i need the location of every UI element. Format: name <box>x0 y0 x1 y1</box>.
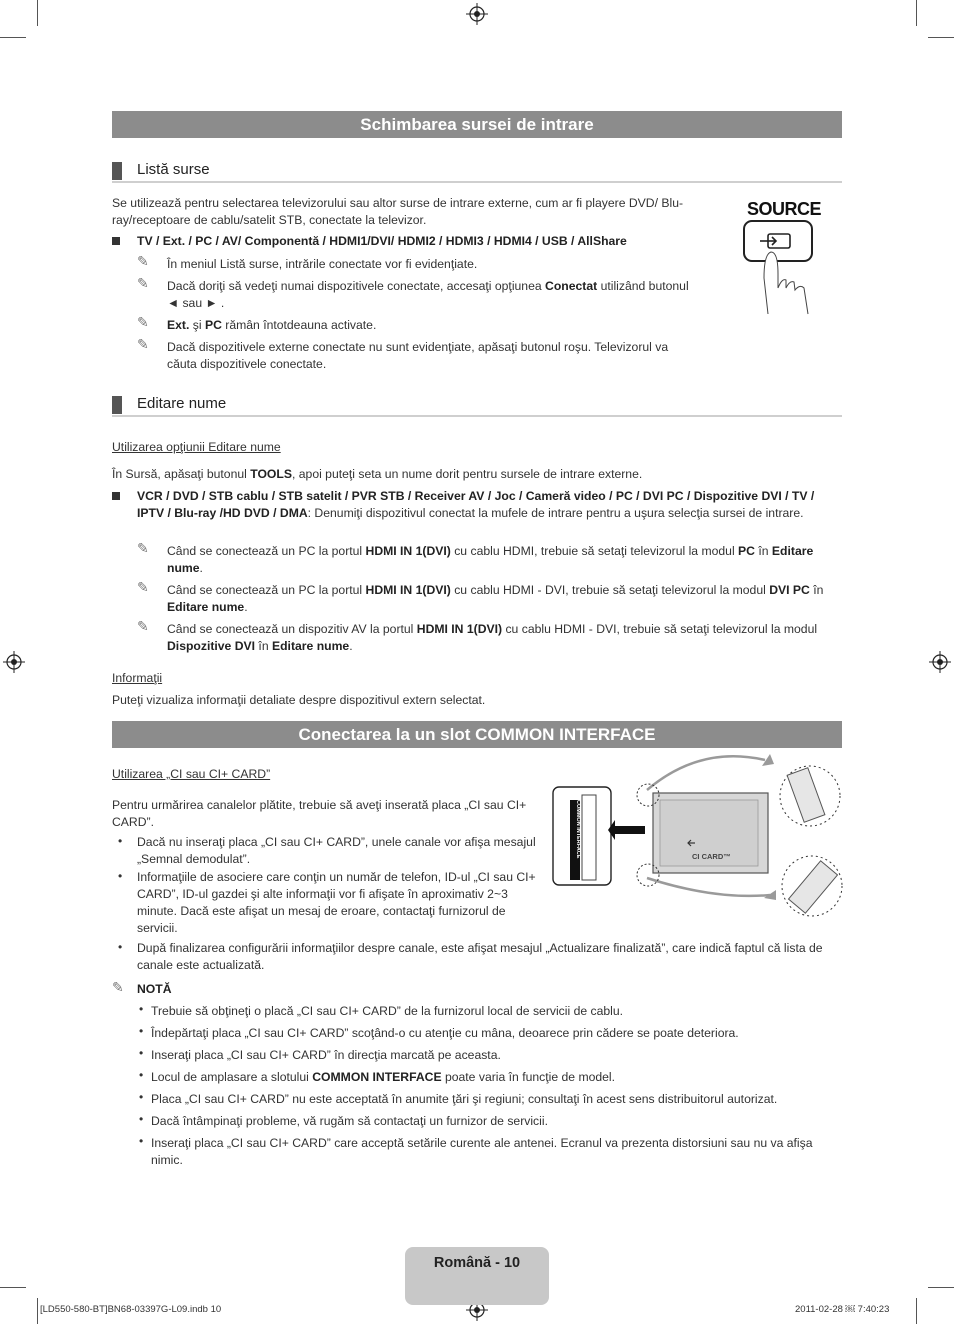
registration-mark-icon <box>466 3 488 25</box>
crop-mark <box>916 1298 917 1324</box>
bullet-dot: • <box>139 1046 144 1060</box>
heading-marker <box>112 396 122 414</box>
ci-bullet: Dacă nu inseraţi placa „CI sau CI+ CARD”, unele canale vor afişa mesajul „Semnal demodulat”. <box>137 835 536 866</box>
list-bullet <box>112 492 120 500</box>
note-icon: ✎ <box>112 979 124 995</box>
bullet-dot: • <box>118 869 123 883</box>
page-number-tab: Română - 10 <box>405 1247 549 1305</box>
source-list-items: TV / Ext. / PC / AV/ Componentă / HDMI1/DVI/ HDMI2 / HDMI3 / HDMI4 / USB / AllShare <box>137 234 627 248</box>
note-icon: ✎ <box>137 618 149 634</box>
card-label: CI CARD™ <box>692 852 731 861</box>
ci-note: Inseraţi placa „CI sau CI+ CARD” care acceptă setările curente ale antenei. Ecranul va prezenta distorsiuni sau nu va afişa nimic. <box>151 1136 813 1167</box>
subheading-source-list <box>112 160 842 183</box>
subheading-edit-name <box>112 394 842 417</box>
bullet-dot: • <box>139 1090 144 1104</box>
note-text: În meniul Listă surse, intrările conectate vor fi evidenţiate. <box>167 257 478 271</box>
section-title-source: Schimbarea sursei de intrare <box>112 111 842 138</box>
ci-note: Inseraţi placa „CI sau CI+ CARD” în direcţia marcată pe aceasta. <box>151 1048 501 1062</box>
bullet-dot: • <box>118 834 123 848</box>
crop-mark <box>37 0 38 26</box>
crop-mark <box>0 37 26 38</box>
ci-note: Locul de amplasare a slotului COMMON INTERFACE poate varia în funcţie de model. <box>151 1070 616 1084</box>
info-text: Puteţi vizualiza informaţii detaliate despre dispozitivul extern selectat. <box>112 693 486 707</box>
note-icon: ✎ <box>137 540 149 556</box>
bullet-dot: • <box>139 1068 144 1082</box>
edit-name-intro: În Sursă, apăsaţi butonul TOOLS, apoi puteţi seta un nume dorit pentru sursele de intrare externe. <box>112 467 643 481</box>
note-text: Dacă doriţi să vedeţi numai dispozitivele conectate, accesaţi opţiunea Conectat utilizând butonul ◄ sau ► . <box>167 279 689 310</box>
ci-note: Trebuie să obţineţi o placă „CI sau CI+ CARD” de la furnizorul local de servicii de cablu. <box>151 1004 624 1018</box>
print-date-info: 2011-02-28 ￼ 7:40:23 <box>795 1304 890 1315</box>
ci-note: Dacă întâmpinaţi probleme, vă rugăm să contactaţi un furnizor de servicii. <box>151 1114 548 1128</box>
slot-label: COMMON INTERFACE <box>575 800 581 859</box>
note-icon: ✎ <box>137 275 149 291</box>
heading-marker <box>112 162 122 180</box>
edit-name-link: Utilizarea opţiunii Editare nume <box>112 440 281 454</box>
note-icon: ✎ <box>137 579 149 595</box>
note-icon: ✎ <box>137 253 149 269</box>
note-heading: NOTĂ <box>137 982 172 996</box>
crop-mark <box>928 37 954 38</box>
ci-note: Placa „CI sau CI+ CARD” nu este acceptată în anumite ţări şi regiuni; consultaţi în acest sens distribuitorul autorizat. <box>151 1092 778 1106</box>
bullet-dot: • <box>139 1112 144 1126</box>
crop-mark <box>0 1287 26 1288</box>
crop-mark <box>37 1298 38 1324</box>
subheading-label: Listă surse <box>137 161 210 178</box>
ci-note: Îndepărtaţi placa „CI sau CI+ CARD” scoţând-o cu atenţie cu mâna, deoarece prin cădere se poate deteriora. <box>151 1026 739 1040</box>
bullet-dot: • <box>118 940 123 954</box>
source-label: SOURCE <box>747 199 822 219</box>
bullet-dot: • <box>139 1024 144 1038</box>
crop-mark <box>928 1287 954 1288</box>
subheading-label: Editare nume <box>137 395 227 412</box>
note-text: Ext. şi PC rămân întotdeauna activate. <box>167 318 377 332</box>
crop-mark <box>916 0 917 26</box>
print-file-info: [LD550-580-BT]BN68-03397G-L09.indb 10 <box>40 1304 222 1315</box>
note-icon: ✎ <box>137 314 149 330</box>
registration-mark-icon <box>3 651 25 673</box>
note-icon: ✎ <box>137 336 149 352</box>
device-names-list: VCR / DVD / STB cablu / STB satelit / PVR STB / Receiver AV / Joc / Cameră video / PC / DVI PC / Dispozitive DVI / TV / IPTV / Blu-ray /HD DVD / DMA: Denumiţi dispozitivul conectat la mufele de intrare pentru a uşura selecţia sursei de intrare. <box>137 489 815 520</box>
bullet-dot: • <box>139 1134 144 1148</box>
note-text: Când se conectează un PC la portul HDMI IN 1(DVI) cu cablu HDMI - DVI, trebuie să setaţi televizorul la modul DVI PC în Editare nume. <box>167 583 824 614</box>
info-link: Informaţii <box>112 671 163 685</box>
registration-mark-icon <box>929 651 951 673</box>
source-button-hand-icon <box>738 218 822 318</box>
bullet-dot: • <box>139 1002 144 1016</box>
ci-intro: Pentru urmărirea canalelor plătite, trebuie să aveţi inserată placa „CI sau CI+ CARD”. <box>112 798 527 829</box>
note-text: Când se conectează un dispozitiv AV la portul HDMI IN 1(DVI) cu cablu HDMI - DVI, trebuie să setaţi televizorul la modul Dispozitive DVI în Editare nume. <box>167 622 818 653</box>
ci-card-link: Utilizarea „CI sau CI+ CARD” <box>112 767 271 781</box>
note-text: Când se conectează un PC la portul HDMI IN 1(DVI) cu cablu HDMI, trebuie să setaţi televizorul la modul PC în Editare nume. <box>167 544 814 575</box>
note-text: Dacă dispozitivele externe conectate nu sunt evidenţiate, apăsaţi butonul roşu. Televizorul va căuta dispozitivele conectate. <box>167 340 669 371</box>
list-bullet <box>112 237 120 245</box>
ci-card-insertion-diagram-icon <box>550 750 845 925</box>
ci-bullet: După finalizarea configurării informaţiilor despre canale, este afişat mesajul „Actualizare finalizată”, care indică faptul că lista de canale este actualizată. <box>137 941 823 972</box>
source-list-intro: Se utilizează pentru selectarea televizorului sau altor surse de intrare externe, cum ar fi playere DVD/ Blu-ray/receptoare de cablu/satelit STB, conectate la televizor. <box>112 196 684 227</box>
section-title-common-interface: Conectarea la un slot COMMON INTERFACE <box>112 721 842 748</box>
ci-bullet: Informaţiile de asociere care conţin un număr de telefon, ID-ul „CI sau CI+ CARD”, ID-ul gazdei şi alte informaţii vor fi afişate în aproximativ 2~3 minute. Dacă este afişat un mesaj de eroare, contactaţi furnizorul de servicii. <box>137 870 536 935</box>
